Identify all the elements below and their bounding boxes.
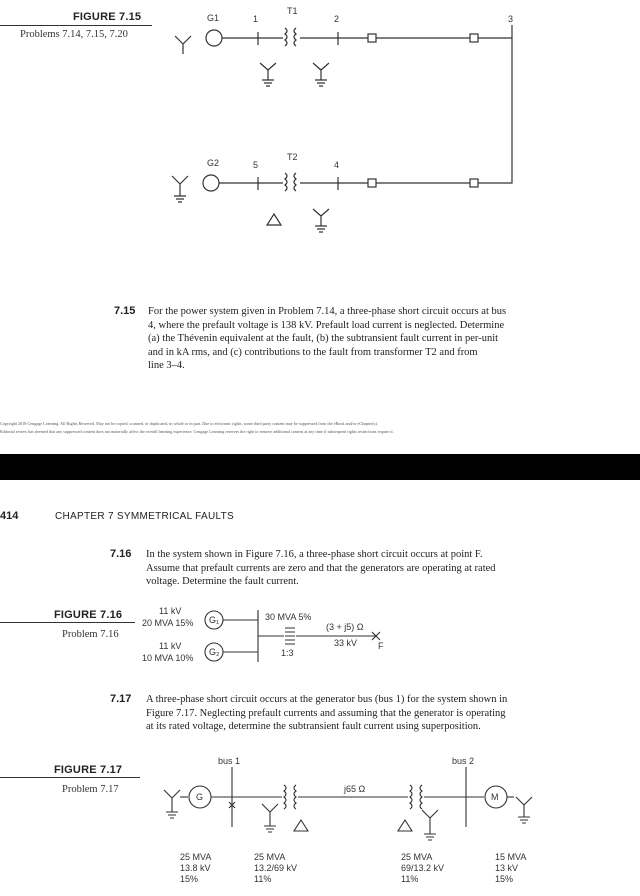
generator-grounded-wye [164, 790, 180, 818]
g1-kv: 11 kV [159, 606, 182, 616]
text-line: and in kA rms, and (c) contributions to the fault from transformer T2 and from [148, 346, 478, 358]
rating-line: 69/13.2 kV [401, 863, 445, 873]
bus-3-label: 3 [508, 14, 514, 24]
t1-label: T1 [287, 6, 298, 16]
g1-symbol-label: G₁ [209, 615, 220, 625]
rating-line: 15% [180, 874, 199, 884]
problem-7-15-number: 7.15 [114, 305, 136, 317]
g2-kv: 11 kV [159, 641, 182, 651]
generator-ratings [180, 852, 211, 885]
figure-7-16-subtitle: Problem 7.16 [62, 629, 119, 640]
rating-line: 11% [254, 874, 272, 884]
g2-symbol-label: G₂ [209, 647, 220, 657]
t1-grounded-wye [262, 804, 278, 832]
g2-label: G2 [207, 158, 220, 168]
text-line: at its rated voltage, determine the subtransient fault current using superposition. [146, 721, 481, 733]
rating-line: 13.2/69 kV [254, 863, 298, 873]
transformer-rating: 30 MVA 5% [265, 612, 312, 622]
bus-2-label: bus 2 [452, 756, 475, 766]
rating-line: 11% [401, 874, 419, 884]
g1-label: G1 [207, 13, 220, 23]
text-line: Figure 7.17. Neglecting prefault currents and assuming that the generator is operating [146, 707, 506, 719]
rating-line: 13 kV [495, 863, 519, 873]
figure-7-17-subtitle: Problem 7.17 [62, 784, 119, 795]
motor-label: M [491, 792, 499, 802]
line-impedance: j65 Ω [344, 784, 366, 794]
t1-windings [284, 785, 296, 809]
t2-windings [410, 785, 422, 809]
text-line: In the system shown in Figure 7.16, a three-phase short circuit occurs at point F. [146, 549, 483, 560]
problem-7-17-number: 7.17 [110, 693, 132, 705]
g2-rating: 10 MVA 10% [142, 653, 194, 663]
text-line: 4, where the prefault voltage is 138 kV. Prefault load current is neglected. Determine [148, 319, 505, 331]
rating-line: 13.8 kV [180, 863, 211, 873]
generator-label: G [196, 792, 204, 802]
rating-line: 25 MVA [401, 852, 433, 862]
t2-label: T2 [287, 152, 298, 162]
copyright-line-1: Copyright 2018 Cengage Learning. All Rights Reserved. May not be copied, scanned, or duplicated, in whole or in part. Due to electronic rights, some third party content may be suppressed from the eBook and/or eChapter(s). [0, 421, 378, 426]
bus-2-label: 2 [334, 14, 340, 24]
figure-7-15-subtitle: Problems 7.14, 7.15, 7.20 [20, 29, 128, 40]
text-line: For the power system given in Problem 7.14, a three-phase short circuit occurs at bus [148, 306, 507, 317]
chapter-header: CHAPTER 7 SYMMETRICAL FAULTS [55, 511, 234, 522]
text-line: (a) the Thévenin equivalent at the fault, (b) the subtransient fault current in per-unit [148, 333, 499, 345]
bus-5-label: 5 [253, 160, 259, 170]
text-line: Assume that prefault currents are zero and that the generators are operating at rated [146, 562, 496, 574]
g1-rating: 20 MVA 15% [142, 618, 194, 628]
transformer-ratio: 1:3 [281, 648, 294, 658]
line-voltage: 33 kV [334, 638, 358, 648]
t1-delta [294, 820, 308, 831]
text-line: A three-phase short circuit occurs at the generator bus (bus 1) for the system shown in [146, 694, 508, 705]
motor-ratings [495, 852, 526, 885]
rating-line: 25 MVA [254, 852, 286, 862]
bus-1-label: bus 1 [218, 756, 241, 766]
t1-ratings [254, 852, 297, 885]
bus-4-label: 4 [334, 160, 340, 170]
figure-7-15-title: FIGURE 7.15 [73, 11, 142, 23]
problem-7-16-number: 7.16 [110, 548, 132, 560]
rating-line: 15% [495, 874, 514, 884]
text-line: voltage. Determine the fault current. [146, 576, 299, 588]
motor-grounded-wye [516, 797, 532, 823]
bus-1-label: 1 [253, 14, 259, 24]
fault-point-label: F [378, 641, 384, 651]
copyright-line-2: Editorial review has deemed that any suppressed content does not materially affect the overall learning experience. Cengage Learning reserves the right to remove additional content at any time if subsequent rights restrictions require it. [0, 429, 394, 434]
figure-7-17-title: FIGURE 7.17 [54, 764, 123, 776]
t2-grounded-wye [422, 810, 438, 840]
page-number: 414 [0, 510, 19, 522]
t2-delta [398, 820, 412, 831]
line-impedance: (3 + j5) Ω [326, 622, 364, 632]
text-line: line 3–4. [148, 360, 185, 372]
figure-7-16-title: FIGURE 7.16 [54, 609, 123, 621]
t2-ratings [401, 852, 444, 885]
rating-line: 25 MVA [180, 852, 212, 862]
rating-line: 15 MVA [495, 852, 527, 862]
